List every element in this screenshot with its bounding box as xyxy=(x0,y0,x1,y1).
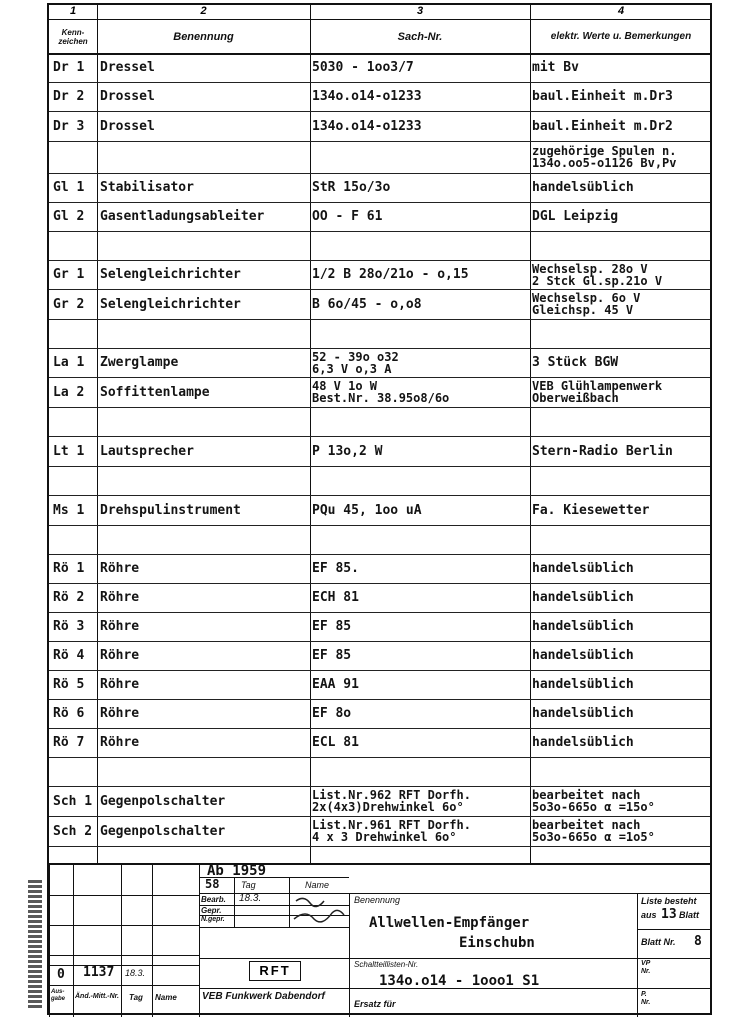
part-remarks-line1: bearbeitet nach xyxy=(532,788,641,802)
part-number: 134o.o14-o1233 xyxy=(312,89,422,104)
schaltteilliste-label: Schaltteillisten-Nr. xyxy=(354,960,419,969)
part-name xyxy=(100,319,305,348)
bearb-label: Bearb. xyxy=(201,895,226,904)
part-number-line2: 6,3 V o,3 A xyxy=(312,361,392,376)
revision-index: 0 xyxy=(57,967,65,982)
part-remarks: baul.Einheit m.Dr3 xyxy=(532,89,673,104)
part-remarks xyxy=(532,231,712,260)
part-remarks-line2: 5o3o-665o α =15o° xyxy=(532,800,655,814)
part-remarks: handelsüblich xyxy=(532,590,634,605)
tag-label: Tag xyxy=(241,880,256,890)
tag2-label: Tag xyxy=(129,993,143,1002)
tag-value: 58 xyxy=(205,877,220,891)
title-line-2: Einschubn xyxy=(459,935,535,951)
part-remarks: handelsüblich xyxy=(532,706,634,721)
table-row xyxy=(49,289,710,319)
blatt-nr: 8 xyxy=(694,934,702,949)
part-number: EF 8o xyxy=(312,706,352,721)
part-remarks-line2: Gleichsp. 45 V xyxy=(532,303,634,317)
part-remarks: Fa. Kiesewetter xyxy=(532,502,650,518)
part-code: Rö 5 xyxy=(53,677,85,692)
part-code xyxy=(53,757,95,786)
table-row xyxy=(49,466,710,495)
part-number-line2: 2x(4x3)Drehwinkel 6o° xyxy=(312,800,464,814)
part-number: OO - F 61 xyxy=(312,209,383,224)
part-remarks: handelsüblich xyxy=(532,180,634,195)
part-remarks-line2: Oberweißbach xyxy=(532,391,619,405)
part-number xyxy=(312,525,527,554)
table-row xyxy=(49,612,710,641)
table-row xyxy=(49,173,710,202)
bearb-date: 18.3. xyxy=(239,893,262,904)
part-number: ECL 81 xyxy=(312,735,359,750)
table-row xyxy=(49,583,710,612)
part-number-line1: 52 - 39o o32 xyxy=(312,349,399,364)
table-row xyxy=(49,641,710,670)
part-number: StR 15o/3o xyxy=(312,180,391,195)
vp-label: VP Nr. xyxy=(641,960,651,975)
part-name: Stabilisator xyxy=(100,180,194,195)
part-code: Rö 6 xyxy=(53,706,85,721)
part-code: Lt 1 xyxy=(53,443,85,459)
part-remarks-line1: zugehörige Spulen n. xyxy=(532,144,677,158)
side-margin-print xyxy=(28,880,42,1010)
part-code: Gr 1 xyxy=(53,267,85,282)
part-number: EF 85. xyxy=(312,561,359,576)
table-row xyxy=(49,141,710,173)
table-row xyxy=(49,786,710,816)
col-number-4: 4 xyxy=(530,5,712,20)
part-name: Drehspulinstrument xyxy=(100,502,241,518)
table-row xyxy=(49,319,710,348)
rft-logo: RFT xyxy=(249,961,301,981)
table-row xyxy=(49,525,710,554)
part-code: Ms 1 xyxy=(53,502,85,518)
part-remarks-line2: 2 Stck Gl.sp.21o V xyxy=(532,273,663,288)
part-remarks xyxy=(532,319,712,348)
part-number-line1: List.Nr.962 RFT Dorfh. xyxy=(312,788,471,802)
part-number: EF 85 xyxy=(312,648,352,663)
part-code: Gl 2 xyxy=(53,209,85,224)
part-number xyxy=(312,141,527,173)
col-header-werte: elektr. Werte u. Bemerkungen xyxy=(550,31,692,42)
col-number-1: 1 xyxy=(49,5,97,20)
table-row xyxy=(49,554,710,583)
part-number xyxy=(312,816,527,846)
benennung-label: Benennung xyxy=(354,895,401,905)
part-number: EAA 91 xyxy=(312,677,359,692)
part-name: Gasentladungsableiter xyxy=(100,209,265,224)
part-code: Dr 3 xyxy=(53,118,85,134)
ngepr-label: N.gepr. xyxy=(201,916,225,923)
part-code: Dr 2 xyxy=(53,89,85,104)
name2-label: Name xyxy=(155,993,177,1002)
part-remarks-line1: VEB Glühlampenwerk xyxy=(532,379,663,393)
part-name xyxy=(100,231,305,260)
revision-number: 1137 xyxy=(83,965,115,980)
part-remarks-line2: 5o3o-665o α =1o5° xyxy=(532,830,655,844)
part-name: Zwerglampe xyxy=(100,355,179,370)
part-number: P 13o,2 W xyxy=(312,443,383,459)
part-code: Dr 1 xyxy=(53,60,85,75)
part-name: Lautsprecher xyxy=(100,443,194,459)
part-code: Sch 1 xyxy=(53,793,93,809)
col-header-benennung: Benennung xyxy=(173,30,234,43)
col-number-3: 3 xyxy=(310,5,530,20)
part-name: Gegenpolschalter xyxy=(100,823,226,839)
part-code: Rö 2 xyxy=(53,590,85,605)
part-name: Selengleichrichter xyxy=(100,267,241,282)
part-number: EF 85 xyxy=(312,619,352,634)
part-remarks xyxy=(532,289,712,319)
part-number: 134o.o14-o1233 xyxy=(312,118,422,134)
part-number-line2: 4 x 3 Drehwinkel 6o° xyxy=(312,830,457,844)
part-name: Röhre xyxy=(100,561,140,576)
schaltteilliste-nr: 134o.o14 - 1ooo1 S1 xyxy=(379,973,540,989)
table-row xyxy=(49,377,710,407)
part-number xyxy=(312,407,527,436)
col-header-kennzeichen: Kenn- zeichen xyxy=(58,27,88,46)
part-code: Rö 4 xyxy=(53,648,85,663)
liste-blatt-label: Blatt xyxy=(679,910,699,920)
part-remarks: mit Bv xyxy=(532,60,579,75)
part-name: Drossel xyxy=(100,89,155,104)
table-row xyxy=(49,436,710,466)
part-code: Rö 1 xyxy=(53,561,85,576)
part-code xyxy=(53,231,95,260)
part-code xyxy=(53,407,95,436)
p-label: P. Nr. xyxy=(641,991,651,1006)
part-code: La 2 xyxy=(53,384,85,400)
part-remarks-line1: Wechselsp. 6o V xyxy=(532,291,641,305)
part-number xyxy=(312,466,527,495)
col-number-2: 2 xyxy=(97,5,310,20)
ausgabe-label: Aus- gabe xyxy=(51,989,66,1002)
part-number: ECH 81 xyxy=(312,590,359,605)
table-row xyxy=(49,757,710,786)
liste-aus-label: aus xyxy=(641,910,657,920)
part-remarks xyxy=(532,141,712,173)
part-remarks xyxy=(532,757,712,786)
part-code: Gr 2 xyxy=(53,296,85,312)
table-row xyxy=(49,53,710,82)
part-remarks: handelsüblich xyxy=(532,619,634,634)
part-name: Selengleichrichter xyxy=(100,296,241,312)
row-divider xyxy=(49,846,710,847)
table-row xyxy=(49,202,710,231)
part-name xyxy=(100,525,305,554)
part-number-line2: Best.Nr. 38.95o8/6o xyxy=(312,391,450,405)
part-name xyxy=(100,141,305,173)
table-row xyxy=(49,407,710,436)
part-remarks: 3 Stück BGW xyxy=(532,355,619,370)
part-name xyxy=(100,757,305,786)
part-remarks: handelsüblich xyxy=(532,735,634,750)
part-number: PQu 45, 1oo uA xyxy=(312,502,422,518)
part-number xyxy=(312,348,527,377)
part-name: Gegenpolschalter xyxy=(100,793,226,809)
part-code xyxy=(53,525,95,554)
part-code: Gl 1 xyxy=(53,180,85,195)
part-name: Röhre xyxy=(100,590,140,605)
part-number xyxy=(312,757,527,786)
part-remarks xyxy=(532,786,712,816)
part-number-line1: 48 V 1o W xyxy=(312,379,378,393)
name-label: Name xyxy=(305,880,330,890)
signature-scribble xyxy=(292,893,347,927)
part-remarks-line2: 134o.oo5-o1126 Bv,Pv xyxy=(532,156,677,170)
part-name xyxy=(100,407,305,436)
table-row xyxy=(49,816,710,846)
table-row xyxy=(49,82,710,111)
part-name: Röhre xyxy=(100,677,140,692)
part-number-line1: List.Nr.961 RFT Dorfh. xyxy=(312,818,471,832)
part-name: Röhre xyxy=(100,735,140,750)
part-remarks xyxy=(532,260,712,289)
table-row xyxy=(49,260,710,289)
part-code: La 1 xyxy=(53,355,85,370)
part-name: Röhre xyxy=(100,648,140,663)
part-name: Dressel xyxy=(100,60,155,75)
liste-count: 13 xyxy=(661,907,677,922)
part-remarks: handelsüblich xyxy=(532,561,634,576)
part-remarks: Stern-Radio Berlin xyxy=(532,443,673,459)
part-name: Röhre xyxy=(100,706,140,721)
part-remarks-line1: bearbeitet nach xyxy=(532,818,641,832)
part-remarks xyxy=(532,407,712,436)
part-number xyxy=(312,786,527,816)
part-name: Röhre xyxy=(100,619,140,634)
part-code xyxy=(53,466,95,495)
ersatz-label: Ersatz für xyxy=(354,999,396,1009)
title-line-1: Allwellen-Empfänger xyxy=(369,915,530,931)
part-name xyxy=(100,466,305,495)
company-name: VEB Funkwerk Dabendorf xyxy=(202,991,325,1002)
part-remarks: baul.Einheit m.Dr2 xyxy=(532,118,673,134)
part-remarks xyxy=(532,525,712,554)
blatt-nr-label: Blatt Nr. xyxy=(641,937,676,947)
part-code: Rö 3 xyxy=(53,619,85,634)
col-header-sach-nr: Sach-Nr. xyxy=(397,30,443,43)
table-row xyxy=(49,670,710,699)
ab-year: Ab 1959 xyxy=(207,863,267,879)
part-code: Sch 2 xyxy=(53,823,93,839)
part-number xyxy=(312,231,527,260)
part-number: B 6o/45 - o,o8 xyxy=(312,296,422,312)
table-header xyxy=(49,5,710,55)
revision-date: 18.3. xyxy=(125,968,146,978)
part-code xyxy=(53,141,95,173)
table-row xyxy=(49,699,710,728)
part-number: 1/2 B 28o/21o - o,15 xyxy=(312,267,469,282)
parts-list-sheet xyxy=(47,3,712,1015)
table-row xyxy=(49,728,710,757)
part-remarks xyxy=(532,466,712,495)
part-remarks xyxy=(532,377,712,407)
gepr-label: Gepr. xyxy=(201,906,222,915)
part-remarks: DGL Leipzig xyxy=(532,209,619,224)
part-remarks-line1: Wechselsp. 28o V xyxy=(532,261,648,276)
table-row xyxy=(49,495,710,525)
part-number xyxy=(312,319,527,348)
table-row xyxy=(49,231,710,260)
table-row xyxy=(49,348,710,377)
part-name: Soffittenlampe xyxy=(100,384,210,400)
title-block xyxy=(49,863,710,1017)
table-row xyxy=(49,111,710,141)
part-remarks: handelsüblich xyxy=(532,648,634,663)
part-number: 5030 - 1oo3/7 xyxy=(312,60,414,75)
part-number xyxy=(312,377,527,407)
part-remarks: handelsüblich xyxy=(532,677,634,692)
part-remarks xyxy=(532,816,712,846)
part-name: Drossel xyxy=(100,118,155,134)
part-code xyxy=(53,319,95,348)
aend-mitt-label: Änd.-Mitt.-Nr. xyxy=(75,993,119,1000)
part-code: Rö 7 xyxy=(53,735,85,750)
liste-label: Liste besteht xyxy=(641,896,697,906)
